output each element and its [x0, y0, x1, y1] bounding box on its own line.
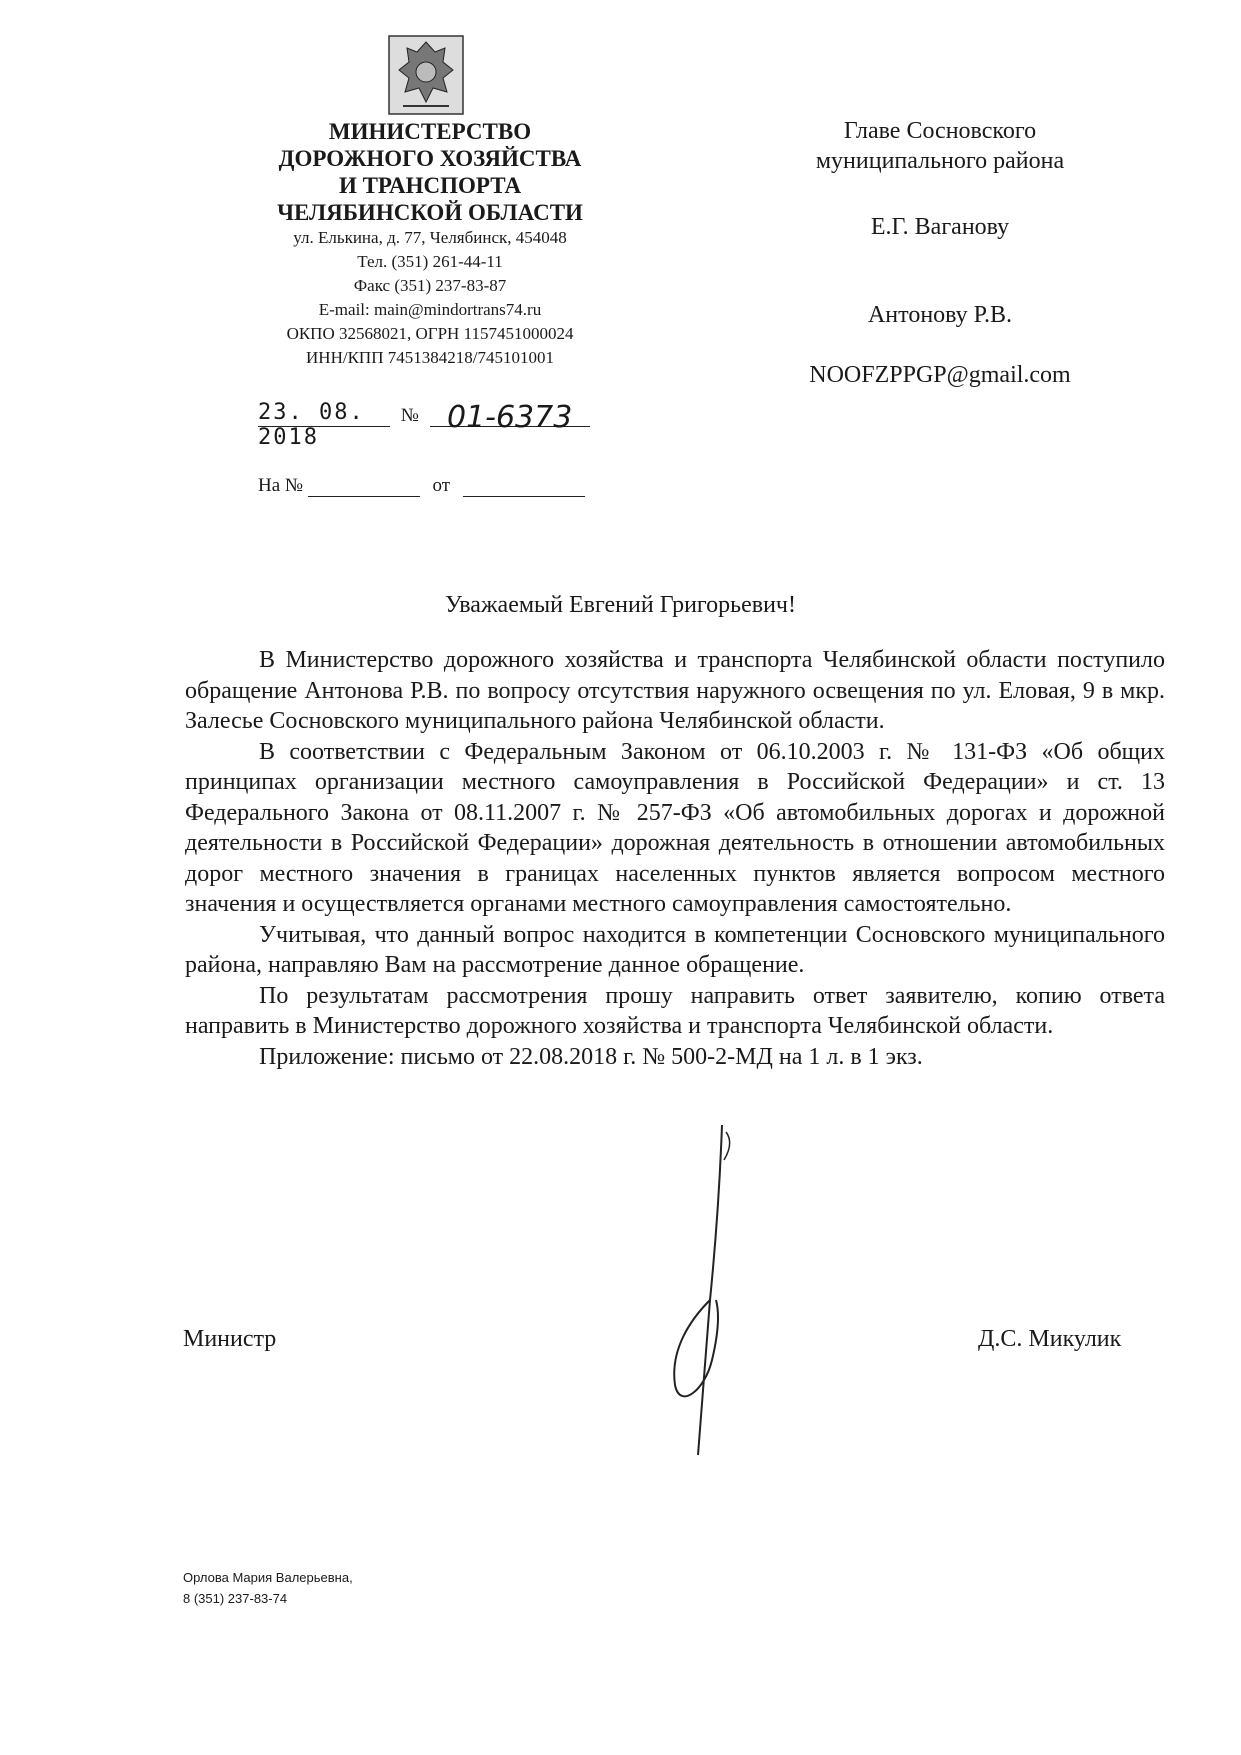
- paragraph: Учитывая, что данный вопрос находится в компетенции Сосновского муниципального района, направляю Вам на рассмотрение данное обращение.: [185, 921, 1165, 978]
- paragraph: В соответствии с Федеральным Законом от 06.10.2003 г. № 131-ФЗ «Об общих принципах организации местного самоуправления в Российской Федерации» и ст. 13 Федерального Закона от 08.11.2007 г. № 257-ФЗ «Об автомобильных дорогах и дорожной деятельности в Российской Федерации» дорожная деятельность в отношении автомобильных дорог местного значения в границах населенных пунктов является вопросом местного значения и осуществляется органами местного самоуправления самостоятельно.: [185, 738, 1165, 917]
- registration-number: 01-6373: [430, 400, 590, 427]
- sender-block: [220, 118, 640, 370]
- executor-block: [183, 1567, 353, 1609]
- registration-line: [258, 400, 590, 450]
- attachment-paragraph: Приложение: письмо от 22.08.2018 г. № 500-2-МД на 1 л. в 1 экз.: [259, 1043, 923, 1070]
- org-address: ул. Елькина, д. 77, Челябинск, 454048: [293, 228, 567, 247]
- addressee-email: NOOFZPPGP@gmail.com: [809, 362, 1071, 388]
- registration-date: 23. 08. 2018: [258, 400, 390, 427]
- org-okpo-ogrn: ОКПО 32568021, ОГРН 1157451000024: [286, 324, 574, 343]
- org-name-line-4: ЧЕЛЯБИНСКОЙ ОБЛАСТИ: [277, 200, 583, 225]
- org-fax: Факс (351) 237-83-87: [353, 276, 507, 295]
- signer-name: Д.С. Микулик: [978, 1326, 1122, 1352]
- reference-line: [258, 470, 585, 497]
- org-name-line-2: ДОРОЖНОГО ХОЗЯЙСТВА: [278, 146, 582, 171]
- org-inn-kpp: ИНН/КПП 7451384218/745101001: [306, 348, 554, 367]
- signer-position: Министр: [183, 1326, 277, 1352]
- org-name-line-1: МИНИСТЕРСТВО: [328, 119, 532, 144]
- ref-from-label: от: [432, 475, 451, 496]
- ref-date-blank: [463, 470, 585, 497]
- executor-name: Орлова Мария Валерьевна,: [183, 1570, 353, 1585]
- addressee-copy: Антонову Р.В.: [867, 302, 1013, 328]
- addressee-line-1: Главе Сосновского: [843, 118, 1037, 144]
- org-name-line-3: И ТРАНСПОРТА: [338, 173, 522, 198]
- coat-of-arms-icon: [383, 32, 469, 118]
- org-email: E-mail: main@mindortrans74.ru: [318, 300, 542, 319]
- org-phone: Тел. (351) 261-44-11: [357, 252, 503, 271]
- addressee-line-2: муниципального района: [815, 148, 1065, 174]
- greeting: Уважаемый Евгений Григорьевич!: [445, 592, 796, 618]
- number-label: №: [400, 405, 419, 426]
- ref-number-blank: [308, 470, 420, 497]
- handwritten-signature: [650, 1120, 760, 1460]
- executor-phone: 8 (351) 237-83-74: [183, 1591, 288, 1606]
- letter-body: [185, 645, 1165, 1072]
- ref-number-label: На №: [258, 475, 304, 496]
- addressee-name: Е.Г. Ваганову: [870, 214, 1010, 240]
- paragraph: По результатам рассмотрения прошу направить ответ заявителю, копию ответа направить в Министерство дорожного хозяйства и транспорта Челябинской области.: [185, 982, 1165, 1039]
- paragraph: В Министерство дорожного хозяйства и транспорта Челябинской области поступило обращение Антонова Р.В. по вопросу отсутствия наружного освещения по ул. Еловая, 9 в мкр. Залесье Сосновского муниципального района Челябинской области.: [185, 647, 1165, 734]
